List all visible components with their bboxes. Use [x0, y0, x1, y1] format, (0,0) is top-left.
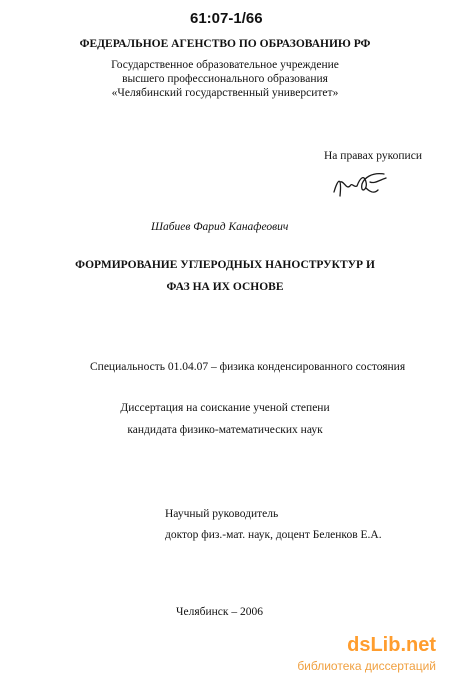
dissertation-title-line-1: ФОРМИРОВАНИЕ УГЛЕРОДНЫХ НАНОСТРУКТУР И [75, 259, 375, 271]
specialty-line: Специальность 01.04.07 – физика конденсированного состояния [90, 361, 406, 373]
dissertation-title-line-2: ФАЗ НА ИХ ОСНОВЕ [166, 281, 284, 293]
degree-line-2: кандидата физико-математических наук [127, 424, 323, 436]
watermark-subtitle: библиотека диссертаций [297, 659, 436, 673]
institution-line-1: Государственное образовательное учреждение [111, 59, 339, 71]
degree-line-1: Диссертация на соискание ученой степени [120, 402, 330, 414]
supervisor-label: Научный руководитель [165, 508, 279, 520]
document-code: 61:07-1/66 [190, 10, 263, 27]
institution-line-2: высшего профессионального образования [122, 73, 328, 85]
handwritten-signature [330, 168, 388, 202]
watermark-logo: dsLib.net [347, 634, 436, 656]
institution-line-3: «Челябинский государственный университет» [111, 87, 339, 99]
rights-note: На правах рукописи [324, 150, 422, 162]
city-year: Челябинск – 2006 [176, 606, 263, 618]
supervisor-name: доктор физ.-мат. наук, доцент Беленков Е.А. [165, 529, 382, 541]
author-name: Шабиев Фарид Канафеович [151, 221, 289, 233]
agency-heading: ФЕДЕРАЛЬНОЕ АГЕНСТВО ПО ОБРАЗОВАНИЮ РФ [79, 38, 371, 50]
